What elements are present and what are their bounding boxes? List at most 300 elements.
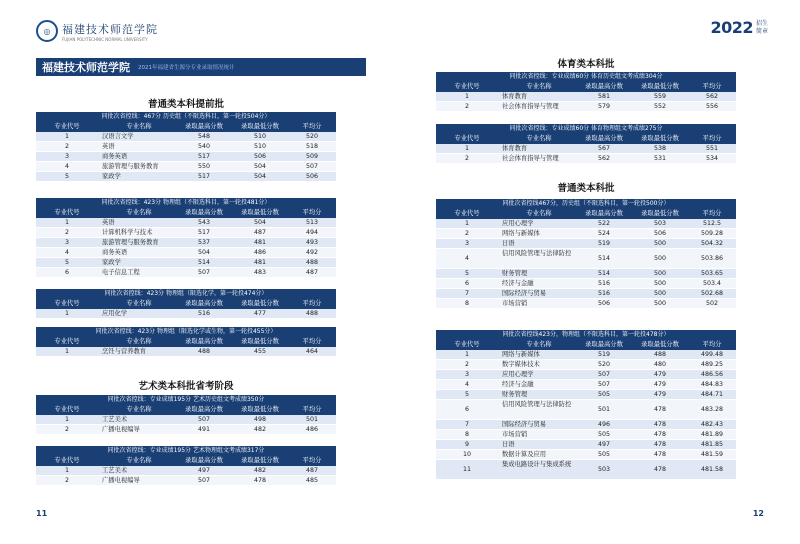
table-header xyxy=(36,122,336,132)
school-logo xyxy=(36,20,158,42)
cell-code: 9 xyxy=(464,441,469,448)
header-code: 专业代号 xyxy=(454,210,480,217)
table-row xyxy=(36,142,336,152)
cell-code: 7 xyxy=(464,421,469,428)
cell-min: 488 xyxy=(653,351,667,358)
cell-code: 2 xyxy=(464,155,469,162)
page-banner xyxy=(36,58,366,76)
cell-min: 500 xyxy=(653,270,667,277)
table-caption: 同批次省控线：专业成绩60分 体育历史组文考成绩304分 xyxy=(436,72,736,82)
cell-min: 479 xyxy=(653,371,667,378)
table-row xyxy=(436,144,736,154)
header-name: 专业名称 xyxy=(526,135,552,142)
cell-max: 507 xyxy=(597,371,611,378)
cell-avg: 492 xyxy=(305,249,319,256)
cell-code: 1 xyxy=(64,348,69,355)
table-row xyxy=(436,299,736,309)
table-row xyxy=(436,239,736,249)
table-caption: 同批次省控线：专业成绩195分 艺术物理组文考成绩317分 xyxy=(36,446,336,456)
cell-max: 516 xyxy=(197,310,211,317)
cell-max: 514 xyxy=(597,270,611,277)
cell-code: 1 xyxy=(64,416,69,423)
header-code: 专业代号 xyxy=(54,300,80,307)
cell-max: 579 xyxy=(597,103,611,110)
cell-name: 体育教育 xyxy=(502,93,528,100)
header-max: 录取最高分数 xyxy=(585,210,623,217)
header-avg: 平均分 xyxy=(302,338,322,345)
cell-avg: 493 xyxy=(305,239,319,246)
cell-code: 5 xyxy=(64,259,69,266)
table-body xyxy=(36,415,336,435)
cell-code: 4 xyxy=(464,255,469,262)
table-row xyxy=(436,400,736,420)
table-chemistry-early xyxy=(36,289,336,319)
header-code: 专业代号 xyxy=(54,123,80,130)
header-code: 专业代号 xyxy=(454,341,480,348)
table-row xyxy=(436,289,736,299)
table-art-history xyxy=(36,395,336,435)
cell-avg: 489.25 xyxy=(700,361,724,368)
cell-name: 商务英语 xyxy=(102,153,128,160)
cell-name: 集成电路设计与集成系统 xyxy=(502,461,572,468)
table-header xyxy=(436,340,736,350)
cell-avg: 482.43 xyxy=(700,421,724,428)
cell-code: 2 xyxy=(464,361,469,368)
cell-avg: 556 xyxy=(705,103,719,110)
header-name: 专业名称 xyxy=(126,209,152,216)
header-avg: 平均分 xyxy=(302,123,322,130)
cell-code: 3 xyxy=(464,371,469,378)
cell-code: 4 xyxy=(464,381,469,388)
cell-avg: 562 xyxy=(705,93,719,100)
cell-max: 550 xyxy=(197,163,211,170)
header-name: 专业名称 xyxy=(526,341,552,348)
cell-max: 514 xyxy=(197,259,211,266)
table-row xyxy=(436,219,736,229)
cell-code: 7 xyxy=(464,290,469,297)
table-row xyxy=(436,380,736,390)
table-caption: 同批次省控线423分，物理组（不限选科目，第一轮投478分） xyxy=(436,330,736,340)
table-row xyxy=(36,132,336,142)
cell-max: 562 xyxy=(597,155,611,162)
cell-min: 487 xyxy=(253,229,267,236)
cell-avg: 551 xyxy=(705,145,719,152)
cell-avg: 520 xyxy=(305,133,319,140)
table-general-physics xyxy=(436,330,736,480)
cell-code: 4 xyxy=(64,249,69,256)
cell-min: 478 xyxy=(653,451,667,458)
table-header xyxy=(36,405,336,415)
table-header xyxy=(436,209,736,219)
logo-text: 福建技术师范学院 xyxy=(62,22,158,36)
table-header xyxy=(436,134,736,144)
cell-code: 6 xyxy=(464,280,469,287)
cell-name: 社会体育指导与管理 xyxy=(502,155,559,162)
cell-code: 1 xyxy=(64,310,69,317)
cell-name: 财务管理 xyxy=(502,270,528,277)
table-row xyxy=(436,154,736,164)
cell-name: 网络与新媒体 xyxy=(502,351,540,358)
cell-avg: 483.28 xyxy=(700,406,724,413)
cell-name: 信用风险管理与法律防控 xyxy=(502,250,572,257)
cell-code: 1 xyxy=(464,145,469,152)
cell-avg: 512.5 xyxy=(702,220,722,227)
cell-max: 505 xyxy=(597,391,611,398)
cell-min: 500 xyxy=(653,290,667,297)
cell-avg: 481.85 xyxy=(700,441,724,448)
header-avg: 平均分 xyxy=(302,406,322,413)
cell-name: 工艺美术 xyxy=(102,416,128,423)
cell-min: 478 xyxy=(253,477,267,484)
header-name: 专业名称 xyxy=(126,338,152,345)
cell-min: 477 xyxy=(253,310,267,317)
header-avg: 平均分 xyxy=(702,135,722,142)
cell-min: 500 xyxy=(653,240,667,247)
year-badge xyxy=(710,18,770,37)
cell-min: 478 xyxy=(653,466,667,473)
cell-avg: 484.71 xyxy=(700,391,724,398)
cell-name: 社会体育指导与管理 xyxy=(502,103,559,110)
cell-code: 3 xyxy=(64,239,69,246)
cell-min: 481 xyxy=(253,239,267,246)
cell-code: 10 xyxy=(462,451,471,458)
header-min: 录取最低分数 xyxy=(641,341,679,348)
year-tag: 招生简章 xyxy=(756,19,769,35)
cell-name: 国际经济与贸易 xyxy=(502,421,547,428)
cell-avg: 499.48 xyxy=(700,351,724,358)
page-number-left: 11 xyxy=(36,509,48,518)
cell-avg: 488 xyxy=(305,310,319,317)
cell-code: 1 xyxy=(464,93,469,100)
table-body xyxy=(36,347,336,357)
cell-min: 506 xyxy=(653,230,667,237)
cell-name: 体育教育 xyxy=(502,145,528,152)
table-row xyxy=(36,218,336,228)
cell-avg: 481.58 xyxy=(700,466,724,473)
table-row xyxy=(436,350,736,360)
table-header xyxy=(436,82,736,92)
table-row xyxy=(36,248,336,258)
table-row xyxy=(436,440,736,450)
cell-code: 1 xyxy=(64,467,69,474)
table-art-physics xyxy=(36,446,336,486)
cell-min: 483 xyxy=(253,269,267,276)
header-name: 专业名称 xyxy=(526,83,552,90)
cell-code: 11 xyxy=(462,466,471,473)
page-number-right: 12 xyxy=(752,509,764,518)
cell-avg: 488 xyxy=(305,259,319,266)
header-code: 专业代号 xyxy=(454,83,480,90)
cell-code: 8 xyxy=(464,431,469,438)
table-row xyxy=(436,450,736,460)
cell-max: 548 xyxy=(197,133,211,140)
cell-code: 6 xyxy=(464,406,469,413)
table-physics-early xyxy=(36,198,336,278)
cell-code: 5 xyxy=(464,270,469,277)
table-caption: 同批次省控线：423分 物理组（限选化学或生物，第一轮投455分） xyxy=(36,327,336,337)
table-row xyxy=(436,269,736,279)
cell-max: 507 xyxy=(597,381,611,388)
header-min: 录取最低分数 xyxy=(241,457,279,464)
table-row xyxy=(36,238,336,248)
cell-max: 522 xyxy=(597,220,611,227)
header-name: 专业名称 xyxy=(126,123,152,130)
table-row xyxy=(436,460,736,480)
table-sports-physics xyxy=(436,124,736,164)
header-avg: 平均分 xyxy=(702,210,722,217)
cell-max: 581 xyxy=(597,93,611,100)
table-row xyxy=(36,268,336,278)
cell-max: 567 xyxy=(597,145,611,152)
header-max: 录取最高分数 xyxy=(185,123,223,130)
cell-name: 家政学 xyxy=(102,259,121,266)
header-max: 录取最高分数 xyxy=(185,209,223,216)
header-min: 录取最低分数 xyxy=(241,123,279,130)
table-header xyxy=(36,456,336,466)
table-row xyxy=(36,152,336,162)
header-name: 专业名称 xyxy=(126,300,152,307)
header-max: 录取最高分数 xyxy=(185,457,223,464)
cell-max: 503 xyxy=(597,466,611,473)
table-row xyxy=(436,390,736,400)
cell-avg: 504.32 xyxy=(700,240,724,247)
cell-name: 烹饪与营养教育 xyxy=(102,348,147,355)
cell-avg: 464 xyxy=(305,348,319,355)
cell-avg: 502.68 xyxy=(700,290,724,297)
header-avg: 平均分 xyxy=(302,209,322,216)
cell-min: 481 xyxy=(253,259,267,266)
cell-avg: 506 xyxy=(305,173,319,180)
cell-code: 3 xyxy=(64,153,69,160)
cell-avg: 509 xyxy=(305,153,319,160)
cell-max: 543 xyxy=(197,219,211,226)
school-emblem-icon: ◎ xyxy=(36,20,58,42)
header-min: 录取最低分数 xyxy=(641,210,679,217)
cell-max: 505 xyxy=(597,451,611,458)
cell-min: 480 xyxy=(653,361,667,368)
cell-code: 2 xyxy=(64,143,69,150)
cell-avg: 481.89 xyxy=(700,431,724,438)
cell-avg: 494 xyxy=(305,229,319,236)
cell-min: 455 xyxy=(253,348,267,355)
cell-name: 广播电视编导 xyxy=(102,477,140,484)
header-name: 专业名称 xyxy=(126,406,152,413)
cell-name: 信用风险管理与法律防控 xyxy=(502,401,572,408)
cell-max: 516 xyxy=(597,280,611,287)
cell-max: 491 xyxy=(197,426,211,433)
cell-code: 1 xyxy=(464,220,469,227)
cell-max: 524 xyxy=(597,230,611,237)
cell-name: 网络与新媒体 xyxy=(502,230,540,237)
table-body xyxy=(436,92,736,112)
cell-code: 2 xyxy=(64,426,69,433)
cell-avg: 503.86 xyxy=(700,255,724,262)
table-row xyxy=(436,229,736,239)
cell-name: 经济与金融 xyxy=(502,381,534,388)
cell-max: 517 xyxy=(197,153,211,160)
table-row xyxy=(436,360,736,370)
table-header xyxy=(36,337,336,347)
cell-code: 5 xyxy=(64,173,69,180)
cell-min: 479 xyxy=(653,391,667,398)
table-row xyxy=(36,258,336,268)
header-name: 专业名称 xyxy=(526,210,552,217)
cell-min: 486 xyxy=(253,249,267,256)
cell-code: 1 xyxy=(64,133,69,140)
cell-avg: 502 xyxy=(705,300,719,307)
table-caption: 同批次省控线：专业成绩195分 艺术历史组文考成绩350分 xyxy=(36,395,336,405)
table-row xyxy=(36,172,336,182)
table-row xyxy=(436,92,736,102)
header-min: 录取最低分数 xyxy=(641,83,679,90)
cell-code: 2 xyxy=(464,103,469,110)
cell-code: 3 xyxy=(464,240,469,247)
table-body xyxy=(436,144,736,164)
cell-max: 519 xyxy=(597,351,611,358)
table-caption: 同批次省控线：423分 物理组（限选化学，第一轮投474分） xyxy=(36,289,336,299)
cell-min: 500 xyxy=(653,255,667,262)
cell-max: 517 xyxy=(197,173,211,180)
cell-code: 1 xyxy=(464,351,469,358)
cell-name: 旅游管理与服务教育 xyxy=(102,163,159,170)
cell-min: 504 xyxy=(253,219,267,226)
cell-name: 应用心理学 xyxy=(502,220,534,227)
table-chem-bio-early xyxy=(36,327,336,357)
cell-avg: 518 xyxy=(305,143,319,150)
cell-min: 503 xyxy=(653,220,667,227)
header-code: 专业代号 xyxy=(54,209,80,216)
cell-name: 应用化学 xyxy=(102,310,128,317)
table-row xyxy=(36,466,336,476)
table-header xyxy=(36,299,336,309)
cell-name: 市场营销 xyxy=(502,431,528,438)
cell-code: 2 xyxy=(64,477,69,484)
cell-min: 504 xyxy=(253,173,267,180)
cell-max: 504 xyxy=(197,249,211,256)
cell-name: 财务管理 xyxy=(502,391,528,398)
cell-min: 531 xyxy=(653,155,667,162)
header-code: 专业代号 xyxy=(54,338,80,345)
cell-min: 482 xyxy=(253,426,267,433)
cell-name: 商务英语 xyxy=(102,249,128,256)
table-header xyxy=(36,208,336,218)
cell-name: 电子信息工程 xyxy=(102,269,140,276)
cell-min: 552 xyxy=(653,103,667,110)
cell-max: 496 xyxy=(597,421,611,428)
cell-min: 504 xyxy=(253,163,267,170)
cell-max: 507 xyxy=(197,269,211,276)
table-row xyxy=(36,476,336,486)
banner-title: 福建技术师范学院 xyxy=(42,61,130,74)
table-row xyxy=(436,102,736,112)
cell-avg: 509.28 xyxy=(700,230,724,237)
header-min: 录取最低分数 xyxy=(241,209,279,216)
cell-name: 旅游管理与服务教育 xyxy=(102,239,159,246)
table-row xyxy=(436,279,736,289)
cell-max: 514 xyxy=(597,255,611,262)
header-avg: 平均分 xyxy=(702,341,722,348)
cell-min: 478 xyxy=(653,431,667,438)
table-row xyxy=(36,425,336,435)
cell-name: 经济与金融 xyxy=(502,280,534,287)
header-avg: 平均分 xyxy=(702,83,722,90)
cell-code: 2 xyxy=(64,229,69,236)
cell-name: 英语 xyxy=(102,219,115,226)
cell-avg: 485 xyxy=(305,477,319,484)
section-title-putong: 普通类本科批 xyxy=(557,183,615,194)
cell-max: 517 xyxy=(197,229,211,236)
cell-min: 479 xyxy=(653,381,667,388)
table-body xyxy=(436,219,736,309)
cell-avg: 513 xyxy=(305,219,319,226)
cell-max: 516 xyxy=(597,290,611,297)
header-avg: 平均分 xyxy=(302,457,322,464)
right-page xyxy=(400,0,800,544)
header-code: 专业代号 xyxy=(454,135,480,142)
cell-avg: 487 xyxy=(305,269,319,276)
cell-max: 497 xyxy=(197,467,211,474)
cell-code: 2 xyxy=(464,230,469,237)
cell-avg: 501 xyxy=(305,416,319,423)
table-row xyxy=(436,420,736,430)
header-max: 录取最高分数 xyxy=(585,135,623,142)
cell-code: 5 xyxy=(464,391,469,398)
table-body xyxy=(36,218,336,278)
cell-avg: 534 xyxy=(705,155,719,162)
cell-name: 汉语言文学 xyxy=(102,133,134,140)
cell-name: 国际经济与贸易 xyxy=(502,290,547,297)
cell-min: 506 xyxy=(253,153,267,160)
cell-name: 英语 xyxy=(102,143,115,150)
table-row xyxy=(436,430,736,440)
cell-name: 工艺美术 xyxy=(102,467,128,474)
table-body xyxy=(36,466,336,486)
header-max: 录取最高分数 xyxy=(585,83,623,90)
header-max: 录取最高分数 xyxy=(185,406,223,413)
header-avg: 平均分 xyxy=(302,300,322,307)
cell-name: 日语 xyxy=(502,441,515,448)
table-row xyxy=(436,249,736,269)
table-body xyxy=(36,132,336,182)
cell-name: 市场营销 xyxy=(502,300,528,307)
cell-max: 519 xyxy=(597,240,611,247)
cell-avg: 486.56 xyxy=(700,371,724,378)
cell-max: 520 xyxy=(597,361,611,368)
header-name: 专业名称 xyxy=(126,457,152,464)
table-caption: 同批次省控线：467分 历史组（不限选科目，第一轮投504分） xyxy=(36,112,336,122)
table-general-history xyxy=(436,199,736,309)
header-code: 专业代号 xyxy=(54,457,80,464)
table-row xyxy=(36,162,336,172)
cell-min: 478 xyxy=(653,406,667,413)
cell-name: 日语 xyxy=(502,240,515,247)
cell-max: 501 xyxy=(597,406,611,413)
section-title-tiyu: 体育类本科批 xyxy=(557,59,615,70)
cell-min: 510 xyxy=(253,133,267,140)
cell-name: 家政学 xyxy=(102,173,121,180)
cell-max: 537 xyxy=(197,239,211,246)
cell-max: 497 xyxy=(597,441,611,448)
table-row xyxy=(36,309,336,319)
cell-max: 505 xyxy=(597,431,611,438)
cell-min: 478 xyxy=(653,441,667,448)
header-max: 录取最高分数 xyxy=(185,300,223,307)
table-row xyxy=(36,415,336,425)
cell-name: 广播电视编导 xyxy=(102,426,140,433)
cell-avg: 487 xyxy=(305,467,319,474)
cell-avg: 481.59 xyxy=(700,451,724,458)
header-min: 录取最低分数 xyxy=(241,338,279,345)
